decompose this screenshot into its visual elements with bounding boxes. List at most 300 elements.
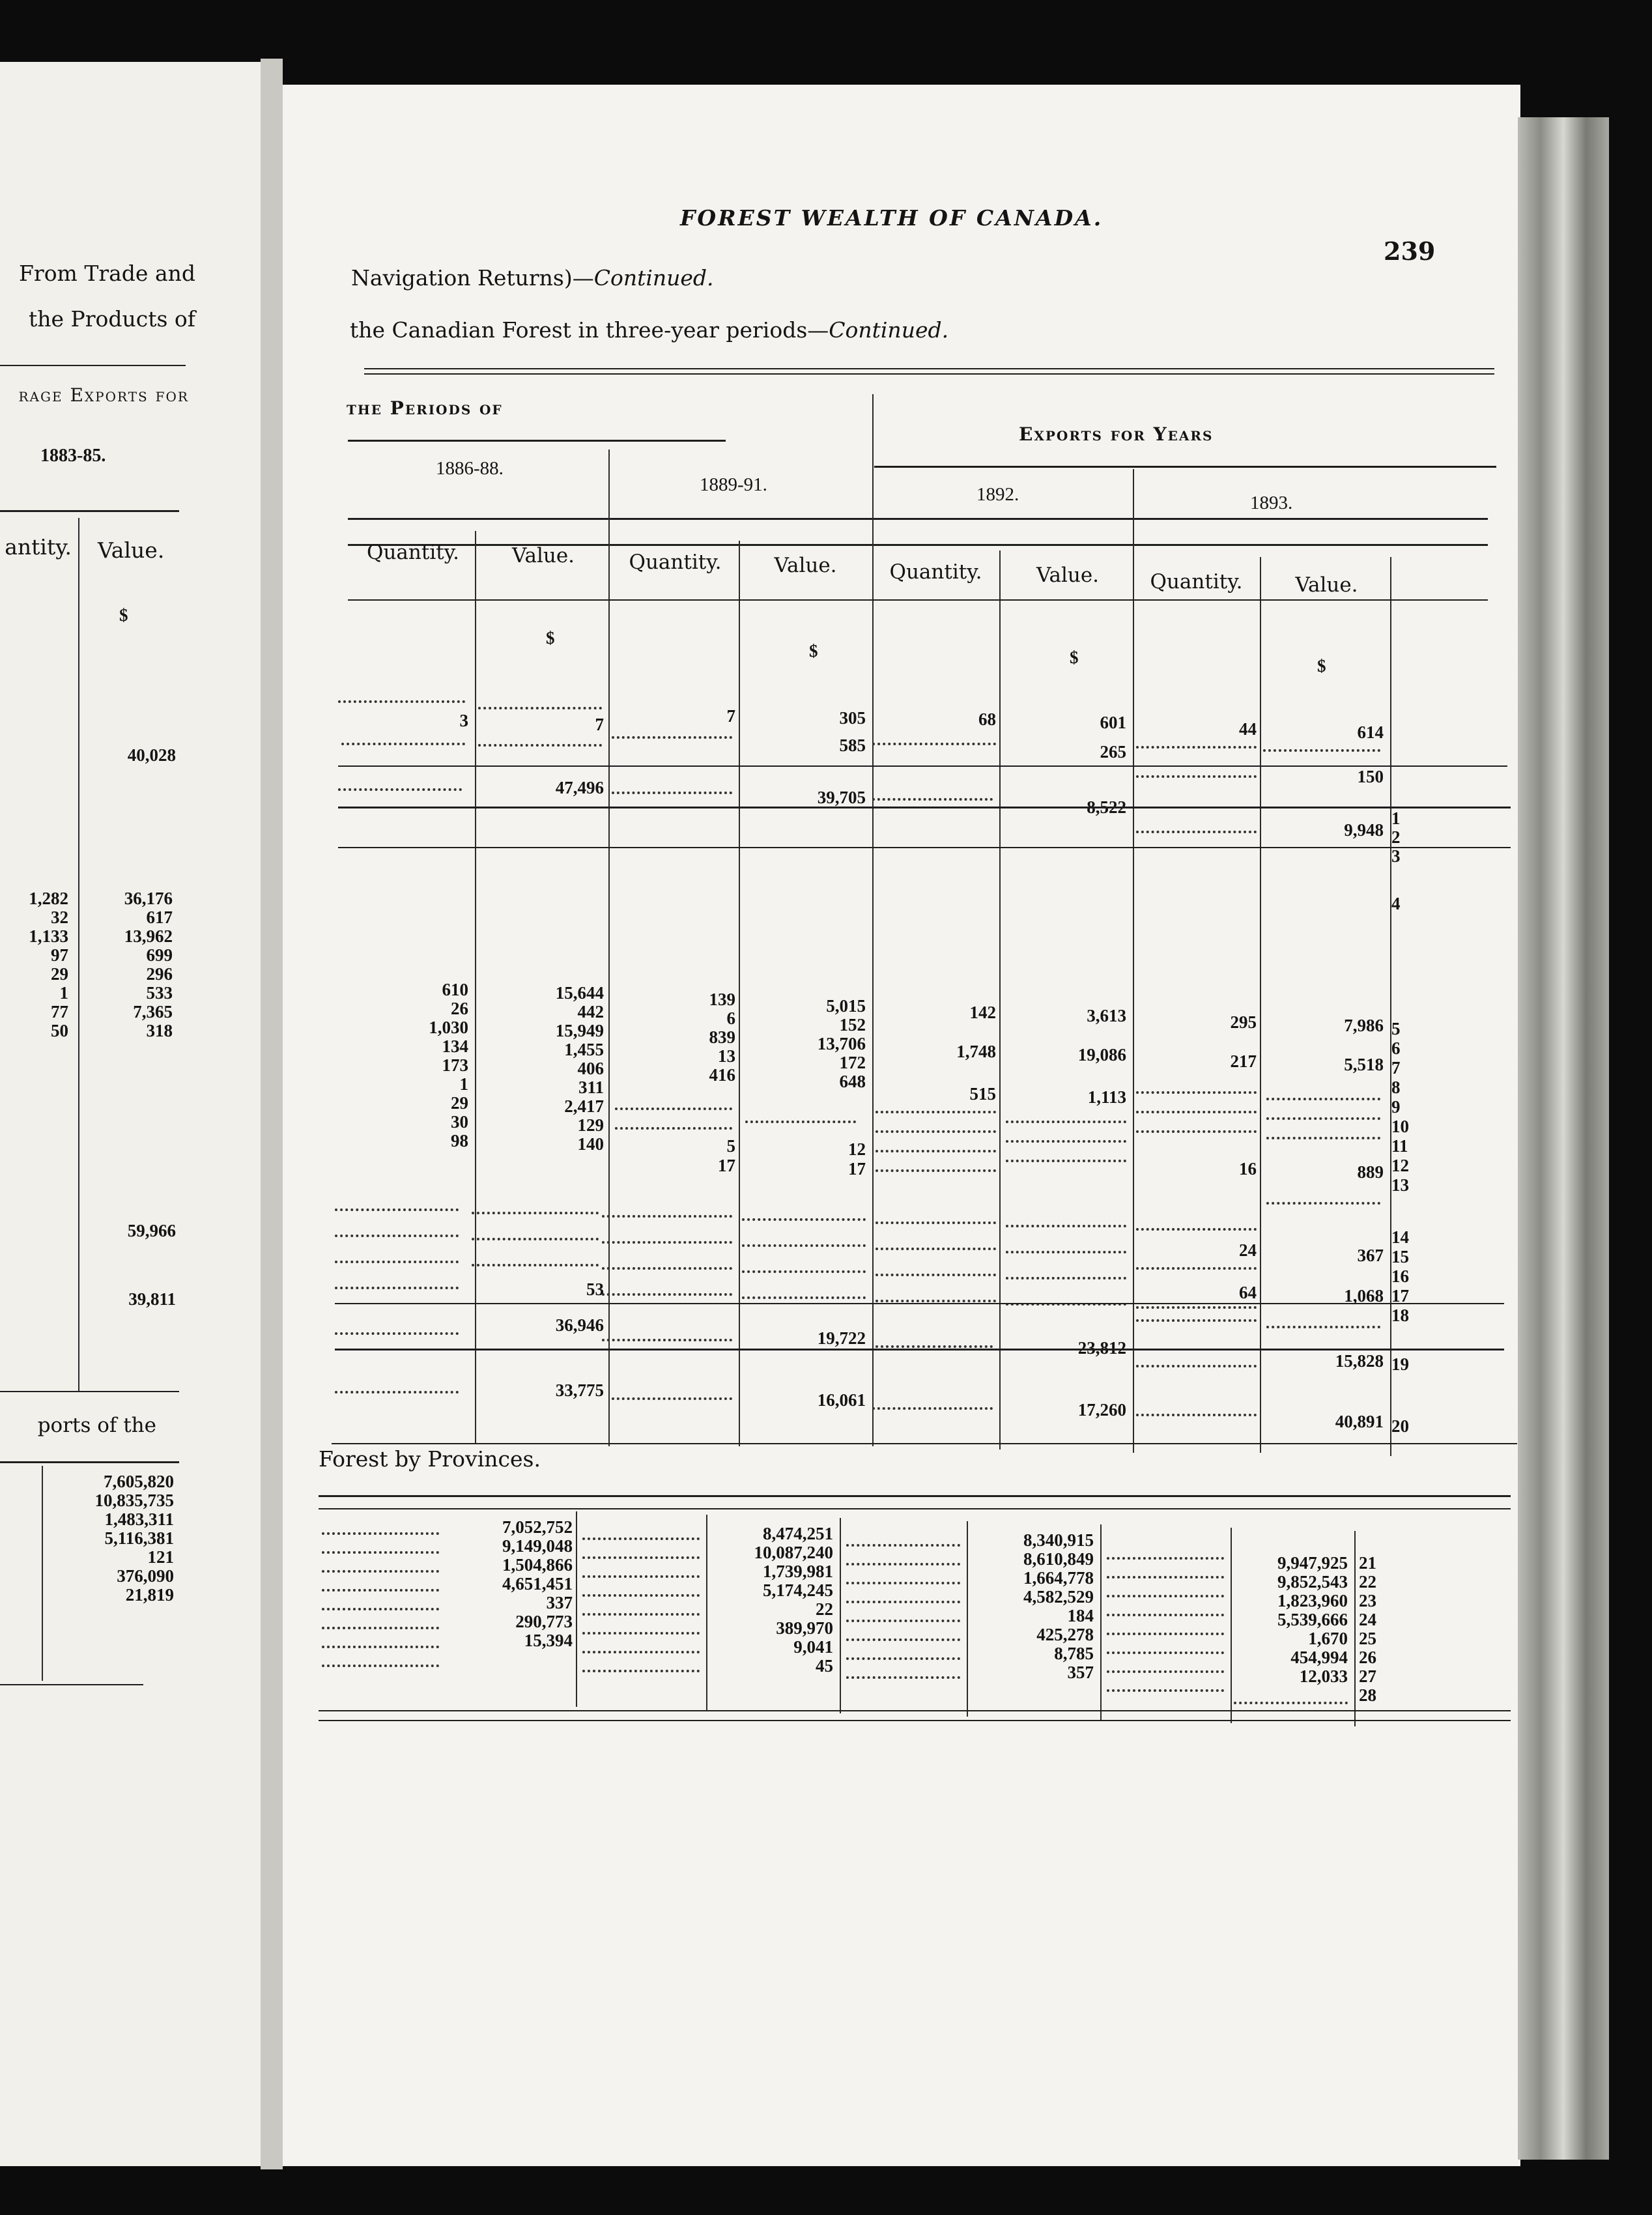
r15-val-1893: 367 [1357, 1246, 1384, 1265]
header-rule [874, 466, 1496, 468]
col-divider [1260, 557, 1261, 1453]
row-number: 10 [1391, 1117, 1409, 1136]
cell: 121 [147, 1547, 174, 1567]
cell: 610 [442, 980, 468, 999]
header-rule [348, 599, 1488, 601]
leader-dots [846, 1601, 960, 1603]
leader-dots [582, 1594, 700, 1597]
left-block-qty [0, 889, 68, 1040]
cell: 8,340,915 [1023, 1530, 1094, 1550]
col-qty-1893: Quantity. [1150, 570, 1243, 593]
row-number: 14 [1391, 1227, 1409, 1247]
leader-dots [1136, 1414, 1257, 1416]
subtitle-line2-italic: Continued. [829, 317, 949, 343]
cell: 13 [718, 1046, 735, 1066]
leader-dots [876, 1150, 996, 1152]
row-number: 9 [1391, 1097, 1401, 1117]
leader-dots [876, 1248, 996, 1250]
cell: 134 [442, 1036, 468, 1056]
leader-dots [582, 1537, 700, 1540]
row-number: 27 [1359, 1666, 1376, 1686]
subtitle-line1 [351, 265, 714, 291]
cell: 296 [146, 964, 173, 984]
r1-qty-1886: 3 [459, 711, 468, 730]
left-block-val [75, 889, 173, 1040]
cell: 9,041 [793, 1637, 833, 1657]
dollar-1889: $ [809, 641, 818, 661]
prov-val-1889 [687, 1524, 833, 1676]
cell: 15,394 [524, 1631, 573, 1650]
r20-val-1886: 33,775 [555, 1380, 604, 1400]
leader-dots [876, 1130, 996, 1133]
cell: 45 [816, 1656, 833, 1676]
leader-dots [1006, 1121, 1126, 1123]
r11-qty-1889: 5 [726, 1136, 735, 1156]
leader-dots [742, 1218, 866, 1221]
left-exports-heading: ports of the [37, 1414, 156, 1437]
cell: 9,149,048 [502, 1536, 573, 1556]
leader-dots [322, 1532, 439, 1535]
leader-dots [1136, 1306, 1257, 1309]
leader-dots [602, 1267, 732, 1270]
row-number: 15 [1391, 1247, 1409, 1266]
leader-dots [472, 1264, 599, 1266]
cell: 9,852,543 [1277, 1572, 1348, 1592]
leader-dots [846, 1620, 960, 1622]
cell: 30 [451, 1112, 468, 1132]
cell: 311 [578, 1078, 604, 1097]
leader-dots [876, 1274, 996, 1276]
cell: 5,116,381 [104, 1528, 174, 1548]
leader-dots [846, 1544, 960, 1547]
block-val-1886 [478, 984, 604, 1154]
left-heading-line1: From Trade and [19, 261, 195, 286]
cell: 184 [1067, 1606, 1094, 1625]
leader-dots [472, 1212, 599, 1214]
left-rule [0, 510, 179, 512]
header-rule [348, 518, 1488, 520]
cell: 36,176 [124, 889, 173, 908]
book-page-edges [1518, 117, 1609, 2160]
cell: 389,970 [776, 1618, 833, 1638]
cell: 425,278 [1036, 1625, 1094, 1644]
cell: 26 [451, 999, 468, 1018]
leader-dots [846, 1563, 960, 1565]
leader-dots [335, 1287, 459, 1289]
subtitle-line1-text: Navigation Returns)— [351, 265, 594, 291]
leader-dots [742, 1296, 866, 1299]
leader-dots [335, 1332, 459, 1335]
leader-dots [1234, 1702, 1348, 1704]
r18-val-1892: 23,812 [1077, 1338, 1126, 1358]
leader-dots [1006, 1160, 1126, 1162]
leader-dots [602, 1215, 732, 1218]
cell: 1,483,311 [104, 1509, 174, 1529]
col-divider [1133, 469, 1134, 1453]
leader-dots [322, 1570, 439, 1573]
col-val-1893: Value. [1295, 573, 1358, 597]
subtitle-line2-text: the Canadian Forest in three-year periods— [350, 317, 829, 343]
cell: 12,033 [1299, 1666, 1348, 1686]
cell: 10,087,240 [754, 1543, 833, 1562]
leader-dots [322, 1665, 439, 1667]
cell: 13,962 [124, 926, 173, 946]
cell: 1,664,778 [1023, 1568, 1094, 1588]
leader-dots [1136, 746, 1257, 749]
r3-val-1889: 39,705 [817, 788, 866, 807]
col-val-1886: Value. [511, 544, 575, 567]
leader-dots [846, 1582, 960, 1584]
row-number: 3 [1391, 846, 1401, 866]
leader-dots [1136, 775, 1257, 778]
row-number: 4 [1391, 894, 1401, 913]
cell: 533 [146, 983, 173, 1003]
leader-dots [1136, 1319, 1257, 1322]
prov-val-1892 [950, 1531, 1094, 1682]
row-rule [338, 807, 1511, 808]
leader-dots [876, 1345, 993, 1348]
row-number: 2 [1391, 827, 1401, 847]
cell: 13,706 [817, 1034, 866, 1053]
leader-dots [335, 1235, 459, 1237]
leader-dots [612, 792, 732, 794]
leader-dots [478, 744, 602, 747]
cell: 648 [839, 1072, 866, 1091]
r3-val-1893: 150 [1357, 767, 1384, 786]
cell: 4,651,451 [502, 1574, 573, 1593]
cell: 8,474,251 [763, 1524, 833, 1543]
cell: 15,644 [555, 983, 604, 1003]
leader-dots [846, 1676, 960, 1679]
table-bottom-rule [332, 1443, 1517, 1444]
r1-qty-1889: 7 [726, 706, 735, 726]
prov-val-1886 [433, 1518, 573, 1650]
r1-qty-1892: 68 [978, 709, 996, 729]
r6-val-1893: 5,518 [1344, 1055, 1384, 1074]
row-number: 8 [1391, 1078, 1401, 1097]
col-divider [999, 550, 1001, 1450]
leader-dots [1136, 1228, 1257, 1231]
r5-qty-1892: 142 [969, 1003, 996, 1022]
r12-qty-1889: 17 [718, 1156, 735, 1175]
row-rule [335, 1349, 1504, 1350]
r1-val-1893: 614 [1357, 722, 1384, 742]
period-1889-91: 1889-91. [700, 474, 767, 495]
period-1892: 1892. [976, 484, 1019, 505]
r6-val-1892: 19,086 [1077, 1045, 1126, 1065]
leader-dots [1266, 1326, 1380, 1328]
r20-val-1893: 40,891 [1335, 1412, 1384, 1431]
r3-val-1892: 8,522 [1087, 797, 1126, 817]
main-page [283, 85, 1520, 2166]
r2-val-1889: 585 [839, 736, 866, 755]
cell: 77 [51, 1002, 68, 1022]
cell: 1 [59, 983, 68, 1003]
leader-dots [872, 798, 993, 801]
left-r20-value: 39,811 [128, 1289, 176, 1309]
leader-dots [322, 1589, 439, 1592]
row-number: 19 [1391, 1354, 1409, 1374]
row-number: 13 [1391, 1175, 1409, 1195]
r20-val-1892: 17,260 [1077, 1400, 1126, 1420]
cell: 152 [839, 1015, 866, 1035]
cell: 4,582,529 [1023, 1587, 1094, 1607]
leader-dots [472, 1238, 599, 1240]
cell: 29 [51, 964, 68, 984]
cell: 1,030 [429, 1018, 468, 1037]
col-qty-1886: Quantity. [367, 541, 459, 564]
cell: 290,773 [515, 1612, 573, 1631]
leader-dots [582, 1632, 700, 1635]
block-val-1889 [742, 997, 866, 1091]
leader-dots [322, 1551, 439, 1554]
leader-dots [1136, 1111, 1257, 1113]
r4-val-1893: 9,948 [1344, 820, 1384, 840]
leader-dots [582, 1575, 700, 1578]
period-1886-88: 1886-88. [436, 458, 504, 479]
col-divider [739, 541, 740, 1446]
periods-label: the Periods of [347, 397, 503, 419]
facing-page [0, 62, 261, 2166]
col-divider [840, 1518, 841, 1713]
leader-dots [1006, 1225, 1126, 1227]
cell: 416 [709, 1065, 735, 1085]
cell: 1 [459, 1074, 468, 1094]
leader-dots [1107, 1633, 1224, 1635]
running-title: FOREST WEALTH OF CANADA. [680, 205, 1104, 231]
row-number: 21 [1359, 1553, 1376, 1573]
page-number: 239 [1384, 236, 1436, 266]
row-number: 6 [1391, 1038, 1401, 1058]
leader-dots [478, 707, 602, 709]
subtitle-line1-italic: Continued. [593, 265, 714, 291]
r18-val-1886: 36,946 [555, 1315, 604, 1335]
col-qty-1892: Quantity. [889, 560, 982, 584]
leader-dots [582, 1651, 700, 1653]
r17-val-1886: 53 [586, 1279, 604, 1299]
leader-dots [1266, 1202, 1380, 1205]
cell: 5,015 [826, 996, 866, 1016]
provinces-bottom-rule [319, 1710, 1511, 1711]
cell: 5,539,666 [1277, 1610, 1348, 1629]
r1-val-1892: 601 [1100, 713, 1126, 732]
cell: 617 [146, 907, 173, 927]
leader-dots [1107, 1576, 1224, 1579]
subtitle-line2 [350, 317, 948, 343]
r7-val-1892: 1,113 [1087, 1087, 1126, 1107]
left-dollar: $ [119, 605, 128, 625]
r17-qty-1893: 64 [1239, 1283, 1257, 1302]
row-number: 16 [1391, 1266, 1409, 1286]
cell: 7,605,820 [104, 1472, 174, 1491]
r5-val-1892: 3,613 [1087, 1006, 1126, 1025]
cell: 2,417 [564, 1096, 604, 1116]
r12-val-1893: 889 [1357, 1162, 1384, 1182]
cell: 129 [577, 1115, 604, 1135]
leader-dots [335, 1208, 459, 1211]
leader-dots [846, 1657, 960, 1660]
block-qty-1889 [612, 990, 735, 1085]
leader-dots [872, 743, 996, 745]
leader-dots [602, 1293, 732, 1296]
r6-qty-1892: 1,748 [956, 1042, 996, 1061]
left-col-val: Value. [98, 537, 165, 563]
leader-dots [338, 788, 462, 791]
leader-dots [1107, 1651, 1224, 1654]
provinces-bottom-rule [319, 1720, 1511, 1721]
leader-dots [876, 1300, 996, 1302]
leader-dots [322, 1627, 439, 1629]
leader-dots [322, 1608, 439, 1610]
left-rule [0, 365, 186, 366]
cell: 1,504,866 [502, 1555, 573, 1575]
book-gutter [261, 59, 283, 2169]
leader-dots [872, 1407, 993, 1410]
row-number: 24 [1359, 1610, 1376, 1629]
leader-dots [1006, 1140, 1126, 1143]
r20-val-1889: 16,061 [817, 1390, 866, 1410]
block-qty-1886 [354, 980, 468, 1150]
header-rule [348, 440, 726, 442]
leader-dots [602, 1241, 732, 1244]
leader-dots [615, 1108, 732, 1110]
row-number: 23 [1359, 1591, 1376, 1610]
leader-dots [742, 1270, 866, 1273]
leader-dots [612, 1397, 732, 1400]
leader-dots [1136, 1091, 1257, 1094]
cell: 699 [146, 945, 173, 965]
cell: 1,133 [29, 926, 68, 946]
cell: 98 [451, 1131, 468, 1150]
cell: 32 [51, 907, 68, 927]
r12-val-1889: 17 [848, 1159, 866, 1179]
provinces-heading: Forest by Provinces. [319, 1446, 541, 1472]
cell: 22 [816, 1599, 833, 1619]
row-number: 1 [1391, 808, 1401, 828]
leader-dots [1263, 749, 1380, 752]
row-rule [338, 765, 1507, 767]
leader-dots [1136, 1267, 1257, 1270]
leader-dots [322, 1646, 439, 1648]
leader-dots [335, 1261, 459, 1263]
leader-dots [846, 1638, 960, 1641]
provinces-top-rule [319, 1508, 1511, 1509]
leader-dots [1266, 1098, 1380, 1100]
exports-label: Exports for Years [1019, 423, 1214, 445]
row-rule [338, 847, 1511, 848]
cell: 7,052,752 [502, 1517, 573, 1537]
leader-dots [1136, 831, 1257, 833]
leader-dots [582, 1613, 700, 1616]
cell: 1,823,960 [1277, 1591, 1348, 1610]
col-val-1892: Value. [1036, 564, 1100, 587]
left-heading-line2: the Products of [28, 306, 195, 332]
leader-dots [1136, 1365, 1257, 1367]
cell: 376,090 [117, 1566, 174, 1586]
cell: 357 [1067, 1663, 1094, 1682]
col-qty-1889: Quantity. [629, 550, 722, 574]
leader-dots [876, 1169, 996, 1172]
cell: 50 [51, 1021, 68, 1040]
row-number: 22 [1359, 1572, 1376, 1592]
leader-dots [1107, 1595, 1224, 1597]
col-divider [1100, 1524, 1102, 1720]
r3-val-1886: 47,496 [555, 778, 604, 797]
row-number: 11 [1391, 1136, 1408, 1156]
left-rule [0, 1391, 179, 1392]
row-rule [335, 1303, 1504, 1304]
cell: 1,282 [29, 889, 68, 908]
left-rule [0, 1461, 179, 1463]
cell: 173 [442, 1055, 468, 1075]
leader-dots [1107, 1670, 1224, 1673]
leader-dots [745, 1121, 856, 1123]
leader-dots [335, 1391, 459, 1393]
cell: 337 [546, 1593, 573, 1612]
col-divider [872, 394, 874, 1446]
cell: 21,819 [125, 1585, 174, 1605]
cell: 139 [709, 990, 735, 1009]
cell: 10,835,735 [94, 1491, 174, 1510]
leader-dots [612, 736, 732, 739]
row-number: 20 [1391, 1416, 1409, 1436]
r1-val-1889: 305 [839, 708, 866, 728]
cell: 406 [577, 1059, 604, 1078]
r17-val-1893: 1,068 [1344, 1286, 1384, 1306]
leader-dots [1136, 1130, 1257, 1133]
r5-val-1893: 7,986 [1344, 1016, 1384, 1035]
prov-val-1893 [1204, 1554, 1348, 1686]
leader-dots [338, 700, 465, 703]
row-number: 7 [1391, 1058, 1401, 1078]
leader-dots [1107, 1689, 1224, 1692]
cell: 318 [146, 1021, 173, 1040]
leader-dots [1006, 1277, 1126, 1279]
leader-dots [876, 1222, 996, 1224]
cell: 1,739,981 [763, 1562, 833, 1581]
col-divider [576, 1511, 577, 1707]
r15-qty-1893: 24 [1239, 1240, 1257, 1260]
left-r19-value: 59,966 [127, 1221, 176, 1240]
leader-dots [1006, 1251, 1126, 1253]
col-divider [475, 531, 476, 1443]
cell: 454,994 [1290, 1648, 1348, 1667]
cell: 29 [451, 1093, 468, 1113]
left-prov-values [24, 1472, 174, 1605]
leader-dots [341, 743, 465, 745]
row-number: 12 [1391, 1156, 1409, 1175]
r5-qty-1893: 295 [1230, 1012, 1257, 1032]
r19-val-1893: 15,828 [1335, 1351, 1384, 1371]
r7-qty-1892: 515 [969, 1084, 996, 1104]
r2-val-1892: 265 [1100, 742, 1126, 762]
r1-qty-1893: 44 [1239, 719, 1257, 739]
left-col-qty: antity. [5, 534, 72, 560]
col-val-1889: Value. [774, 554, 837, 577]
r12-qty-1893: 16 [1239, 1159, 1257, 1179]
cell: 1,670 [1308, 1629, 1348, 1648]
cell: 97 [51, 945, 68, 965]
row-number: 28 [1359, 1685, 1376, 1705]
row-number: 26 [1359, 1648, 1376, 1667]
left-r3-value: 40,028 [127, 745, 176, 765]
cell: 7,365 [133, 1002, 173, 1022]
row-number: 5 [1391, 1019, 1401, 1038]
leader-dots [602, 1339, 732, 1341]
table-top-rule [364, 368, 1494, 369]
dollar-1893: $ [1317, 656, 1326, 676]
r11-val-1889: 12 [848, 1139, 866, 1159]
